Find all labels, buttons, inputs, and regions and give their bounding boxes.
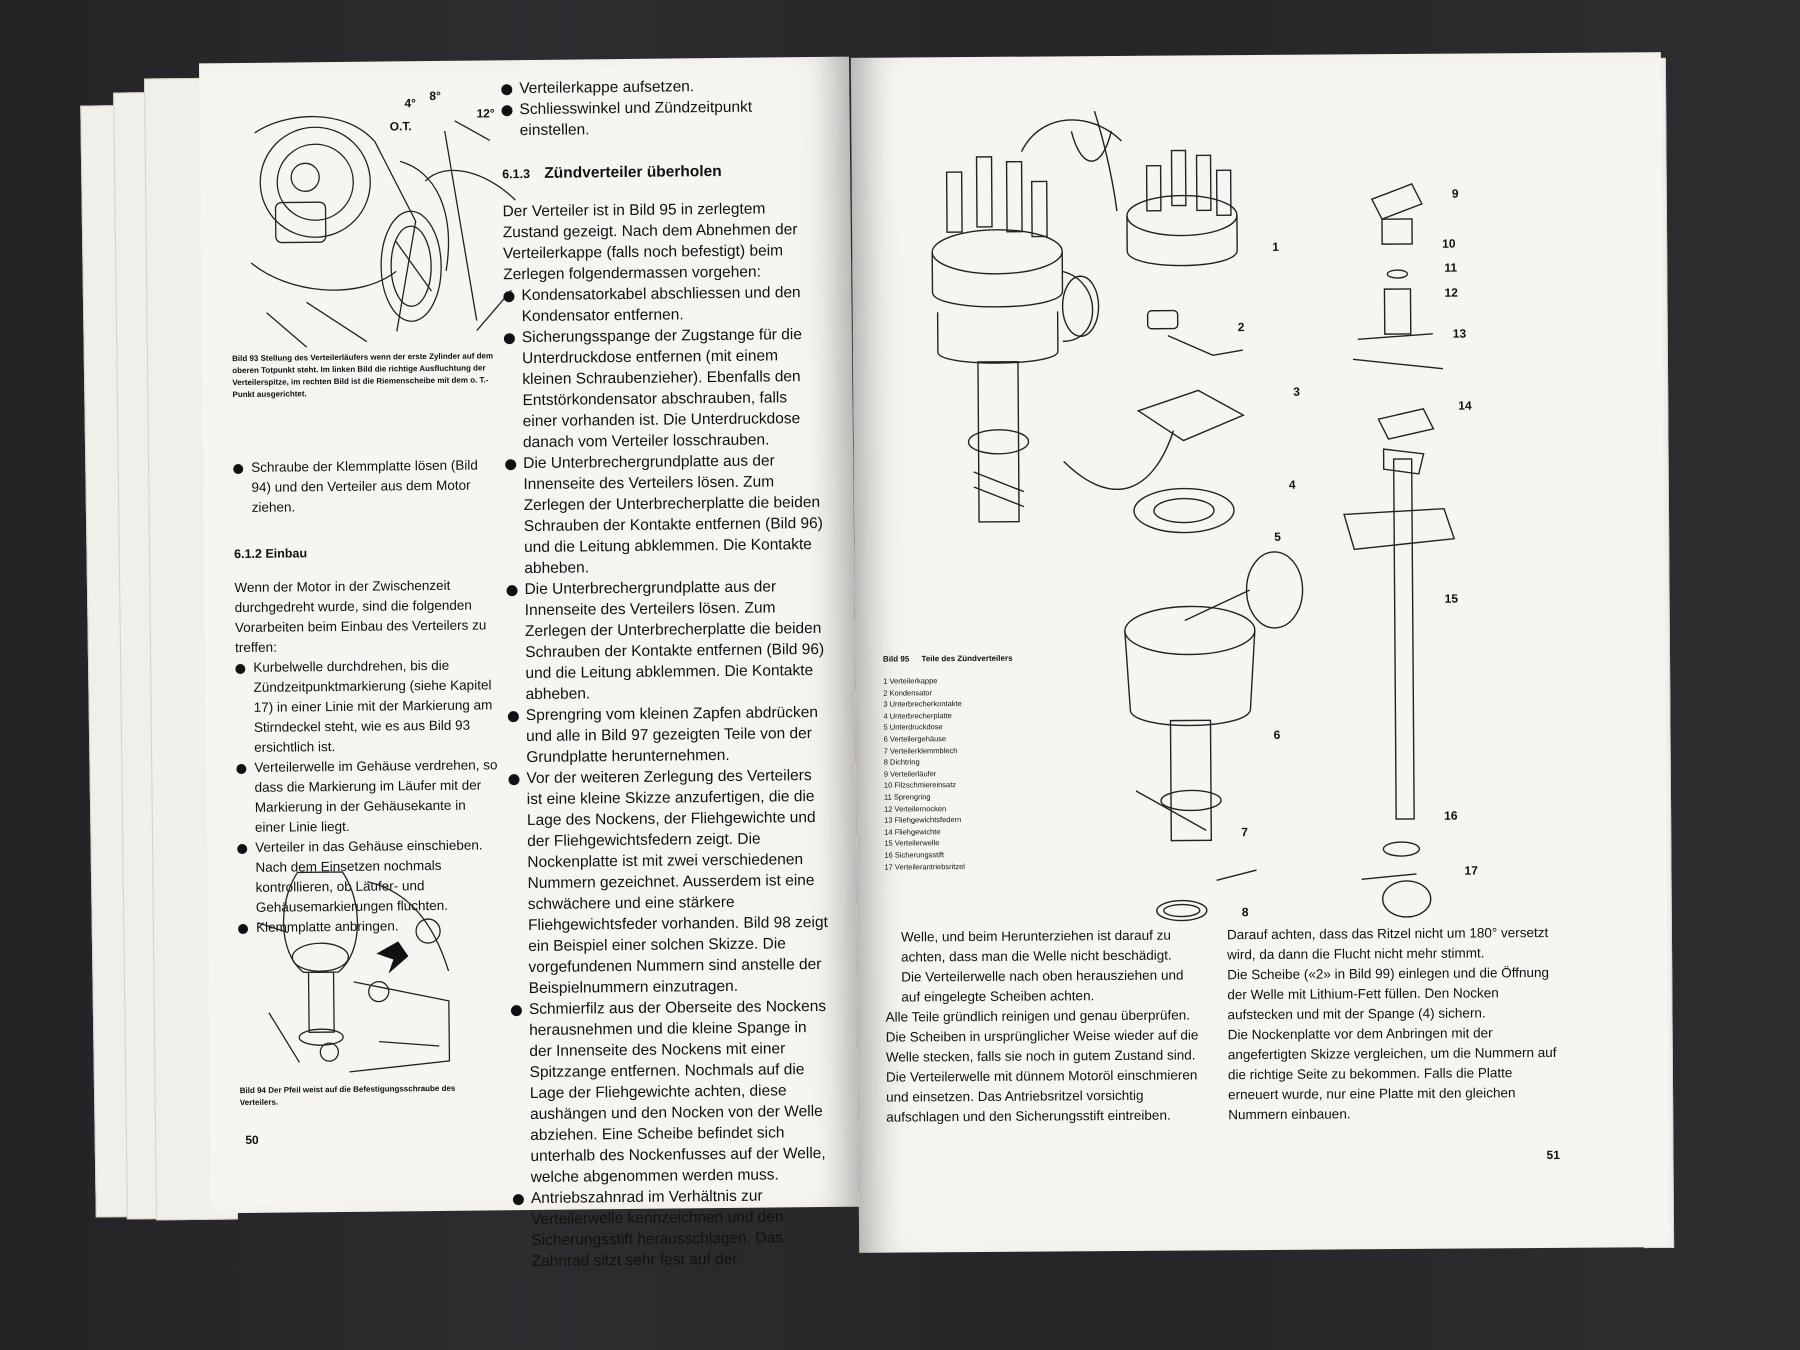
- figure-95-caption: [883, 652, 1123, 666]
- legend-item: 13 Fliehgewichtsfedern: [884, 815, 962, 825]
- section-613-intro: Der Verteiler ist in Bild 95 in zerlegtem Zustand gezeigt. Nach dem Abnehmen der Verteilerkappe (falls noch befestigt) beim Zerlegen folgendermassen vorgehen:: [502, 200, 798, 284]
- legend-item: 5 Unterdruckdose: [883, 722, 943, 733]
- callout-16: 16: [1444, 808, 1458, 823]
- callout-4: 4: [1288, 477, 1296, 492]
- legend-item: 12 Verteilernocken: [884, 803, 947, 814]
- section-613-bullet-2: Sicherungsspange der Zugstange für die Unterdruckdose entfernen (mit einem kleinen Schraubenzieher). Ebenfalls den Entstörkondensator abschrauben, falls einer vorhanden ist. Die Unterdruckdose danach vom Verteiler losschrauben.: [504, 324, 825, 453]
- section-613-bullet-7: Schmierfilz aus der Oberseite des Nockens herausnehmen und die kleine Spange in der Innenseite des Nockens mit einer Spitzzange entfernen. Nochmals auf die Lage der Fliehgewichte achten, diese aushängen und den Nocken von der Welle abziehen. Eine Scheibe befindet sich unterhalb des Nockenfusses auf der Welle, welche abgenommen werden muss.: [511, 996, 833, 1188]
- callout-3: 3: [1293, 384, 1300, 399]
- section-613-bullet-6: Vor der weiteren Zerlegung des Verteilers ist eine kleine Skizze anzufertigen, die die Lage des Nockens, der Fliehgewichte und der Fliehgewichtsfedern zeigt. Die Nockenplatte ist mit zwei verschiedenen Nummern gezeichnet. Ausserdem ist eine schwächere und eine stärkere Fliehgewichtsfeder vorhanden. Bild 98 zeigt ein Beispiel einer solchen Skizze. Die vorgefundenen Nummern sind anstelle der Beispielnummern einzutragen.: [508, 765, 830, 999]
- bullet-dwell-timing: Schliesswinkel und Zündzeitpunkt einstellen.: [501, 96, 821, 141]
- paragraph: Die Scheiben in ursprünglicher Weise wieder auf die Welle stecken, falls sie noch in gutem Zustand sind.: [885, 1027, 1199, 1065]
- callout-8: 8: [1241, 905, 1249, 920]
- section-613-title: Zündverteiler überholen: [544, 162, 722, 182]
- callout-17: 17: [1464, 863, 1478, 878]
- figure-93: [244, 88, 527, 348]
- paragraph: Darauf achten, dass das Ritzel nicht um 180° versetzt wird, da dann die Flucht nicht mehr stimmt.: [1226, 924, 1549, 963]
- figure-94: [257, 861, 459, 1078]
- legend-item: 15 Verteilerwelle: [884, 838, 940, 848]
- right-col2-text: [1227, 923, 1558, 1125]
- paragraph: Die Scheibe («2» in Bild 99) einlegen und die Öffnung der Welle mit Lithium-Fett füllen. Den Nocken aufstecken und mit der Spange (4) sichern.: [1227, 964, 1550, 1023]
- paragraph: Die Verteilerwelle nach oben herausziehen und auf eingelegte Scheiben achten.: [901, 967, 1184, 1005]
- section-612-bullet-3: Verteiler in das Gehäuse einschieben. Nach dem Einsetzen nochmals kontrollieren, ob Läufer- und Gehäusemarkierungen fluchten.: [237, 835, 500, 918]
- legend-item: 16 Sicherungsstift: [884, 850, 945, 860]
- section-612-bullet-4: Klemmplatte anbringen.: [238, 915, 500, 938]
- callout-15: 15: [1444, 591, 1459, 606]
- section-613-bullet-1: Kondensatorkabel abschliessen und den Kondensator entfernen.: [503, 282, 823, 327]
- section-613-bullet-4: Die Unterbrechergrundplatte aus der Innenseite des Verteilers lösen. Zum Zerlegen der Unterbrecherplatte die beiden Schrauben der Kontakte entfernen (Bild 96) und die Leitung abklemmen. Die Kontakte abheben.: [506, 576, 827, 705]
- section-612-bullet-1: Kurbelwelle durchdrehen, bis die Zündzeitpunktmarkierung (siehe Kapitel 17) in einer Linie mit der Markierung am Stirndeckel steht, wie es aus Bild 93 ersichtlich ist.: [235, 655, 498, 758]
- page-number-left: 50: [245, 1132, 259, 1148]
- legend-item: 10 Filzschmiereinsatz: [883, 780, 957, 790]
- legend-item: 9 Verteilerläufer: [883, 769, 937, 779]
- callout-1: 1: [1272, 239, 1279, 254]
- callout-14: 14: [1458, 398, 1472, 413]
- callout-5: 5: [1274, 529, 1281, 544]
- paragraph: Die Nockenplatte vor dem Anbringen mit der angefertigten Skizze vergleichen, um die Nummern auf die richtige Seite zu bekommen. Falls die Platte erneuert wurde, nur eine Platte mit den gleichen Nummern einbauen.: [1227, 1025, 1557, 1123]
- callout-6: 6: [1273, 727, 1281, 742]
- figure-93-caption: Bild 93 Stellung des Verteilerläufers wenn der erste Zylinder auf dem oberen Totpunkt steht. Im linken Bild die richtige Ausfluchtung der Verteilerspitze, im rechten Bild ist die Riemenscheibe mit dem o. T.-Punkt ausgerichtet.: [232, 351, 494, 400]
- callout-11: 11: [1444, 260, 1458, 275]
- callout-2: 2: [1237, 320, 1245, 335]
- arrow-icon: [376, 941, 408, 973]
- figure-95-title: Teile des Zündverteilers: [921, 653, 1013, 664]
- section-613-bullet-8: Antriebszahnrad im Verhältnis zur Verteilerwelle kennzeichnen und den Sicherungsstift herausschlagen. Das Zahnrad sitzt sehr fest auf der: [513, 1185, 834, 1272]
- legend-item: 4 Unterbrecherplatte: [883, 710, 952, 721]
- timing-mark-8: 8°: [429, 88, 441, 104]
- figure-95-legend: [883, 674, 1084, 872]
- legend-item: 11 Sprengring: [883, 792, 931, 802]
- legend-item: 6 Verteilergehäuse: [883, 734, 947, 744]
- right-page: [851, 52, 1669, 1253]
- callout-13: 13: [1452, 326, 1467, 341]
- section-613-number: 6.1.3: [502, 166, 531, 182]
- figure-95-label: Bild 95: [883, 654, 910, 664]
- figure-93-drawing: [244, 100, 527, 348]
- timing-mark-4: 4°: [404, 96, 416, 111]
- legend-item: 3 Unterbrecherkontakte: [883, 699, 962, 709]
- paragraph: Welle, und beim Herunterziehen ist darauf zu achten, dass man die Welle nicht beschädigt.: [900, 927, 1172, 965]
- paragraph: Alle Teile gründlich reinigen und genau überprüfen.: [885, 1007, 1191, 1025]
- section-612-bullet-2: Verteilerwelle im Gehäuse verdrehen, so dass die Markierung im Läufer mit der Markierung in der Gehäusekante in einer Linie liegt.: [236, 755, 499, 838]
- legend-item: 1 Verteilerkappe: [883, 676, 938, 686]
- left-col2-text: [501, 75, 833, 1272]
- left-page: [199, 57, 861, 1271]
- bullet-cap-fit: Verteilerkappe aufsetzen.: [501, 75, 821, 99]
- section-613-bullet-5: Sprengring vom kleinen Zapfen abdrücken und alle in Bild 97 gezeigten Teile von der Grundplatte herunternehmen.: [508, 702, 829, 768]
- legend-item: 14 Fliehgewichte: [884, 826, 941, 837]
- section-612-intro: Wenn der Motor in der Zwischenzeit durchgedreht wurde, sind die folgenden Vorarbeiten beim Einbau des Verteilers zu treffen:: [234, 577, 487, 656]
- page-number-right: 51: [1546, 1147, 1560, 1163]
- timing-mark-ot: O.T.: [389, 119, 412, 134]
- right-col1-text: [885, 925, 1201, 1127]
- legend-item: 8 Dichtring: [883, 757, 920, 767]
- callout-10: 10: [1442, 236, 1456, 251]
- section-613-heading: [502, 160, 822, 185]
- section-613-bullet-3: Die Unterbrechergrundplatte aus der Innenseite des Verteilers lösen. Zum Zerlegen der Unterbrecherplatte die beiden Schrauben der Kontakte entfernen (Bild 96) und die Leitung abklemmen. Die Kontakte abheben.: [505, 450, 826, 579]
- section-612-heading: 6.1.2 Einbau: [234, 546, 308, 562]
- callout-9: 9: [1451, 186, 1459, 201]
- callout-7: 7: [1241, 825, 1248, 840]
- bullet-remove-distributor: Schraube der Klemmplatte lösen (Bild 94) und den Verteiler aus dem Motor ziehen.: [233, 455, 496, 518]
- legend-item: 17 Verteilerantriebsritzel: [884, 861, 965, 872]
- timing-mark-12: 12°: [476, 106, 495, 121]
- legend-item: 7 Verteilerklemmblech: [883, 745, 958, 756]
- figure-94-caption: Bild 94 Der Pfeil weist auf die Befestigungsschraube des Verteilers.: [239, 1083, 456, 1108]
- legend-item: 2 Kondensator: [883, 687, 933, 698]
- figure-94-drawing: [257, 861, 459, 1078]
- callout-12: 12: [1444, 285, 1458, 300]
- paragraph: Die Verteilerwelle mit dünnem Motoröl einschmieren und einsetzen. Das Antriebsritzel vorsichtig aufschlagen und den Sicherungsstift eintreiben.: [885, 1067, 1198, 1125]
